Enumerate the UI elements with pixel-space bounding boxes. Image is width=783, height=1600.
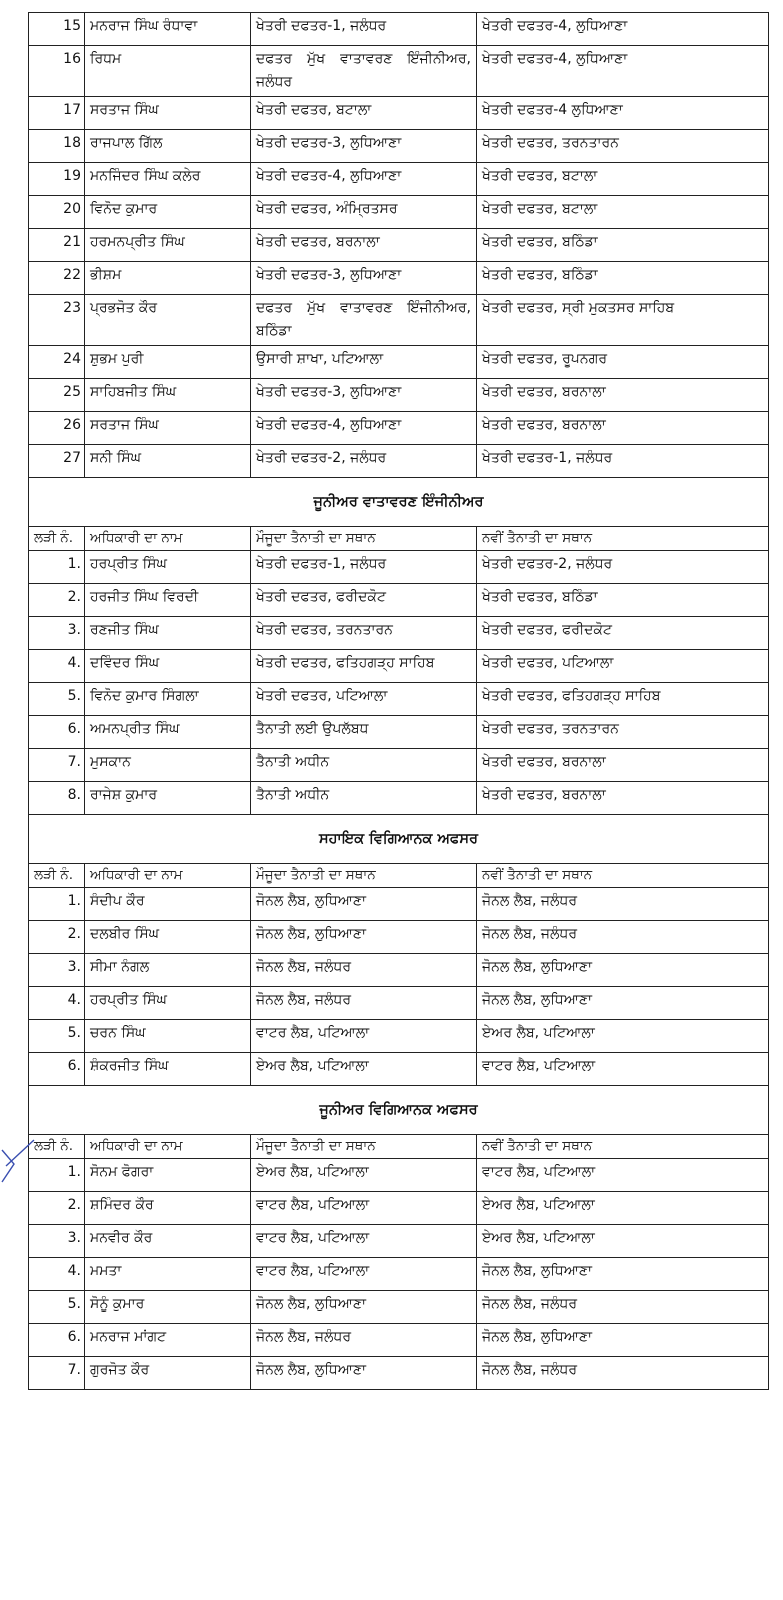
serial-number-cell: 17 (29, 97, 85, 130)
current-posting-cell: ਤੈਨਾਤੀ ਲਈ ਉਪਲੱਬਧ (251, 716, 477, 749)
officer-name-cell: ਸੰਦੀਪ ਕੌਰ (85, 888, 251, 921)
officer-name-cell: ਦਵਿੰਦਰ ਸਿੰਘ (85, 650, 251, 683)
header-row (29, 1135, 769, 1159)
current-posting-cell: ਜੋਨਲ ਲੈਬ, ਲੁਧਿਆਣਾ (251, 888, 477, 921)
table-row (29, 163, 769, 196)
table-row (29, 295, 769, 346)
current-posting-cell: ਏਅਰ ਲੈਬ, ਪਟਿਆਲਾ (251, 1053, 477, 1086)
current-posting-cell: ਵਾਟਰ ਲੈਬ, ਪਟਿਆਲਾ (251, 1020, 477, 1053)
new-posting-cell: ਖੇਤਰੀ ਦਫਤਰ, ਬਠਿੰਡਾ (477, 229, 769, 262)
current-posting-cell: ਖੇਤਰੀ ਦਫਤਰ, ਬਟਾਲਾ (251, 97, 477, 130)
new-posting-cell: ਏਅਰ ਲੈਬ, ਪਟਿਆਲਾ (477, 1192, 769, 1225)
serial-number-cell: 1. (29, 551, 85, 584)
current-posting-cell: ਜੋਨਲ ਲੈਬ, ਜਲੰਧਰ (251, 954, 477, 987)
pen-mark (0, 1120, 40, 1210)
serial-number-cell: 25 (29, 379, 85, 412)
table-row (29, 782, 769, 815)
serial-number-cell: 5. (29, 1291, 85, 1324)
new-posting-cell: ਖੇਤਰੀ ਦਫਤਰ, ਬਰਨਾਲਾ (477, 749, 769, 782)
officer-name-cell: ਮਨਰਾਜ ਸਿੰਘ ਰੰਧਾਵਾ (85, 13, 251, 46)
serial-header: ਲੜੀ ਨੰ. (29, 864, 85, 888)
current-posting-cell: ਖੇਤਰੀ ਦਫਤਰ, ਤਰਨਤਾਰਨ (251, 617, 477, 650)
officer-name-cell: ਸਨੀ ਸਿੰਘ (85, 445, 251, 478)
table-row (29, 584, 769, 617)
officer-name-cell: ਵਿਨੋਦ ਕੁਮਾਰ (85, 196, 251, 229)
officer-name-cell: ਰਾਜੇਸ਼ ਕੁਮਾਰ (85, 782, 251, 815)
serial-number-cell: 20 (29, 196, 85, 229)
serial-header: ਲੜੀ ਨੰ. (29, 527, 85, 551)
section-title: ਜੂਨੀਅਰ ਵਾਤਾਵਰਣ ਇੰਜੀਨੀਅਰ (29, 478, 769, 527)
new-posting-header: ਨਵੀਂ ਤੈਨਾਤੀ ਦਾ ਸਥਾਨ (477, 527, 769, 551)
serial-number-cell: 4. (29, 650, 85, 683)
table-row (29, 1020, 769, 1053)
current-posting-header: ਮੌਜੂਦਾ ਤੈਨਾਤੀ ਦਾ ਸਥਾਨ (251, 527, 477, 551)
officer-name-cell: ਮਨਰਾਜ ਮਾਂਗਟ (85, 1324, 251, 1357)
header-row (29, 864, 769, 888)
officer-name-cell: ਰਾਜਪਾਲ ਗਿੱਲ (85, 130, 251, 163)
officer-name-cell: ਸ਼ੁਭਮ ਪੁਰੀ (85, 346, 251, 379)
serial-number-cell: 3. (29, 1225, 85, 1258)
serial-number-cell: 5. (29, 1020, 85, 1053)
table-row (29, 379, 769, 412)
new-posting-cell: ਜੋਨਲ ਲੈਬ, ਲੁਧਿਆਣਾ (477, 954, 769, 987)
table-row (29, 130, 769, 163)
current-posting-cell: ਏਅਰ ਲੈਬ, ਪਟਿਆਲਾ (251, 1159, 477, 1192)
current-posting-header: ਮੌਜੂਦਾ ਤੈਨਾਤੀ ਦਾ ਸਥਾਨ (251, 1135, 477, 1159)
current-posting-cell: ਤੈਨਾਤੀ ਅਧੀਨ (251, 782, 477, 815)
table-row (29, 46, 769, 97)
new-posting-cell: ਜੋਨਲ ਲੈਬ, ਲੁਧਿਆਣਾ (477, 1258, 769, 1291)
new-posting-cell: ਖੇਤਰੀ ਦਫਤਰ-4, ਲੁਧਿਆਣਾ (477, 46, 769, 97)
section-title-row (29, 478, 769, 527)
officer-name-cell: ਸ਼ੰਕਰਜੀਤ ਸਿੰਘ (85, 1053, 251, 1086)
current-posting-cell: ਖੇਤਰੀ ਦਫਤਰ-4, ਲੁਧਿਆਣਾ (251, 163, 477, 196)
officer-name-cell: ਸਰਤਾਜ ਸਿੰਘ (85, 97, 251, 130)
new-posting-cell: ਖੇਤਰੀ ਦਫਤਰ, ਬਟਾਲਾ (477, 163, 769, 196)
table-row (29, 262, 769, 295)
table-row (29, 229, 769, 262)
serial-number-cell: 3. (29, 617, 85, 650)
officer-name-cell: ਹਰਮਨਪ੍ਰੀਤ ਸਿੰਘ (85, 229, 251, 262)
table-row (29, 749, 769, 782)
table-row (29, 683, 769, 716)
table-row (29, 196, 769, 229)
table-row (29, 1324, 769, 1357)
current-posting-cell: ਖੇਤਰੀ ਦਫਤਰ-3, ਲੁਧਿਆਣਾ (251, 262, 477, 295)
table-row (29, 551, 769, 584)
table-row (29, 1053, 769, 1086)
current-posting-cell: ਜੋਨਲ ਲੈਬ, ਜਲੰਧਰ (251, 1324, 477, 1357)
new-posting-cell: ਖੇਤਰੀ ਦਫਤਰ, ਰੂਪਨਗਰ (477, 346, 769, 379)
transfer-table (28, 12, 769, 1390)
officer-name-cell: ਰਣਜੀਤ ਸਿੰਘ (85, 617, 251, 650)
serial-number-cell: 6. (29, 716, 85, 749)
table-row (29, 1258, 769, 1291)
current-posting-cell: ਖੇਤਰੀ ਦਫਤਰ-3, ਲੁਧਿਆਣਾ (251, 379, 477, 412)
new-posting-cell: ਖੇਤਰੀ ਦਫਤਰ, ਬਠਿੰਡਾ (477, 584, 769, 617)
officer-name-cell: ਚਰਨ ਸਿੰਘ (85, 1020, 251, 1053)
new-posting-cell: ਜੋਨਲ ਲੈਬ, ਲੁਧਿਆਣਾ (477, 1324, 769, 1357)
officer-name-cell: ਮੁਸਕਾਨ (85, 749, 251, 782)
officer-name-cell: ਮਨਜਿੰਦਰ ਸਿੰਘ ਕਲੇਰ (85, 163, 251, 196)
section-title-row (29, 815, 769, 864)
current-posting-cell: ਵਾਟਰ ਲੈਬ, ਪਟਿਆਲਾ (251, 1192, 477, 1225)
serial-number-cell: 2. (29, 1192, 85, 1225)
serial-number-cell: 16 (29, 46, 85, 97)
current-posting-cell: ਖੇਤਰੀ ਦਫਤਰ, ਬਰਨਾਲਾ (251, 229, 477, 262)
serial-number-cell: 22 (29, 262, 85, 295)
serial-number-cell: 18 (29, 130, 85, 163)
serial-number-cell: 1. (29, 888, 85, 921)
serial-number-cell: 27 (29, 445, 85, 478)
header-row (29, 527, 769, 551)
section-title: ਜੂਨੀਅਰ ਵਿਗਿਆਨਕ ਅਫਸਰ (29, 1086, 769, 1135)
table-row (29, 954, 769, 987)
table-row (29, 716, 769, 749)
new-posting-cell: ਖੇਤਰੀ ਦਫਤਰ-4 ਲੁਧਿਆਣਾ (477, 97, 769, 130)
table-row (29, 1225, 769, 1258)
officer-name-cell: ਸੋਨੂੰ ਕੁਮਾਰ (85, 1291, 251, 1324)
table-row (29, 13, 769, 46)
new-posting-cell: ਏਅਰ ਲੈਬ, ਪਟਿਆਲਾ (477, 1020, 769, 1053)
serial-number-cell: 3. (29, 954, 85, 987)
new-posting-header: ਨਵੀਂ ਤੈਨਾਤੀ ਦਾ ਸਥਾਨ (477, 864, 769, 888)
new-posting-cell: ਖੇਤਰੀ ਦਫਤਰ, ਸ੍ਰੀ ਮੁਕਤਸਰ ਸਾਹਿਬ (477, 295, 769, 346)
new-posting-cell: ਖੇਤਰੀ ਦਫਤਰ, ਫਰੀਦਕੋਟ (477, 617, 769, 650)
current-posting-cell: ਖੇਤਰੀ ਦਫਤਰ-1, ਜਲੰਧਰ (251, 13, 477, 46)
new-posting-cell: ਖੇਤਰੀ ਦਫਤਰ-2, ਜਲੰਧਰ (477, 551, 769, 584)
table-row (29, 1357, 769, 1390)
officer-name-header: ਅਧਿਕਾਰੀ ਦਾ ਨਾਮ (85, 864, 251, 888)
officer-name-cell: ਮਮਤਾ (85, 1258, 251, 1291)
serial-number-cell: 24 (29, 346, 85, 379)
current-posting-cell: ਖੇਤਰੀ ਦਫਤਰ-3, ਲੁਧਿਆਣਾ (251, 130, 477, 163)
current-posting-cell: ਖੇਤਰੀ ਦਫਤਰ, ਪਟਿਆਲਾ (251, 683, 477, 716)
officer-name-header: ਅਧਿਕਾਰੀ ਦਾ ਨਾਮ (85, 527, 251, 551)
new-posting-cell: ਏਅਰ ਲੈਬ, ਪਟਿਆਲਾ (477, 1225, 769, 1258)
current-posting-cell: ਦਫਤਰ ਮੁੱਖ ਵਾਤਾਵਰਣ ਇੰਜੀਨੀਅਰ, ਬਠਿੰਡਾ (251, 295, 477, 346)
transfer-table-body (29, 13, 769, 1390)
serial-number-cell: 7. (29, 749, 85, 782)
serial-number-cell: 26 (29, 412, 85, 445)
serial-number-cell: 4. (29, 1258, 85, 1291)
table-row (29, 921, 769, 954)
new-posting-cell: ਖੇਤਰੀ ਦਫਤਰ, ਬਠਿੰਡਾ (477, 262, 769, 295)
new-posting-cell: ਵਾਟਰ ਲੈਬ, ਪਟਿਆਲਾ (477, 1053, 769, 1086)
posting-document (28, 12, 768, 1390)
current-posting-cell: ਖੇਤਰੀ ਦਫਤਰ-2, ਜਲੰਧਰ (251, 445, 477, 478)
table-row (29, 650, 769, 683)
serial-number-cell: 23 (29, 295, 85, 346)
current-posting-cell: ਖੇਤਰੀ ਦਫਤਰ, ਅੰਮ੍ਰਿਤਸਰ (251, 196, 477, 229)
new-posting-cell: ਜੋਨਲ ਲੈਬ, ਜਲੰਧਰ (477, 1291, 769, 1324)
current-posting-cell: ਜੋਨਲ ਲੈਬ, ਲੁਧਿਆਣਾ (251, 1291, 477, 1324)
current-posting-cell: ਖੇਤਰੀ ਦਫਤਰ, ਫਰੀਦਕੋਟ (251, 584, 477, 617)
new-posting-cell: ਜੋਨਲ ਲੈਬ, ਲੁਧਿਆਣਾ (477, 987, 769, 1020)
serial-number-cell: 4. (29, 987, 85, 1020)
new-posting-cell: ਖੇਤਰੀ ਦਫਤਰ-4, ਲੁਧਿਆਣਾ (477, 13, 769, 46)
new-posting-cell: ਖੇਤਰੀ ਦਫਤਰ-1, ਜਲੰਧਰ (477, 445, 769, 478)
current-posting-cell: ਵਾਟਰ ਲੈਬ, ਪਟਿਆਲਾ (251, 1258, 477, 1291)
table-row (29, 1192, 769, 1225)
serial-number-cell: 8. (29, 782, 85, 815)
current-posting-cell: ਜੋਨਲ ਲੈਬ, ਜਲੰਧਰ (251, 987, 477, 1020)
new-posting-cell: ਖੇਤਰੀ ਦਫਤਰ, ਬਰਨਾਲਾ (477, 412, 769, 445)
serial-header: ਲੜੀ ਨੰ. (29, 1135, 85, 1159)
officer-name-cell: ਗੁਰਜੋਤ ਕੌਰ (85, 1357, 251, 1390)
current-posting-cell: ਦਫਤਰ ਮੁੱਖ ਵਾਤਾਵਰਣ ਇੰਜੀਨੀਅਰ, ਜਲੰਧਰ (251, 46, 477, 97)
current-posting-cell: ਖੇਤਰੀ ਦਫਤਰ, ਫਤਿਹਗੜ੍ਹ ਸਾਹਿਬ (251, 650, 477, 683)
officer-name-header: ਅਧਿਕਾਰੀ ਦਾ ਨਾਮ (85, 1135, 251, 1159)
serial-number-cell: 21 (29, 229, 85, 262)
current-posting-cell: ਜੋਨਲ ਲੈਬ, ਲੁਧਿਆਣਾ (251, 921, 477, 954)
officer-name-cell: ਮਨਵੀਰ ਕੌਰ (85, 1225, 251, 1258)
new-posting-cell: ਖੇਤਰੀ ਦਫਤਰ, ਤਰਨਤਾਰਨ (477, 130, 769, 163)
new-posting-cell: ਖੇਤਰੀ ਦਫਤਰ, ਪਟਿਆਲਾ (477, 650, 769, 683)
serial-number-cell: 7. (29, 1357, 85, 1390)
serial-number-cell: 5. (29, 683, 85, 716)
officer-name-cell: ਹਰਜੀਤ ਸਿੰਘ ਵਿਰਦੀ (85, 584, 251, 617)
table-row (29, 1291, 769, 1324)
new-posting-cell: ਖੇਤਰੀ ਦਫਤਰ, ਬਰਨਾਲਾ (477, 782, 769, 815)
table-row (29, 888, 769, 921)
serial-number-cell: 15 (29, 13, 85, 46)
officer-name-cell: ਹਰਪ੍ਰੀਤ ਸਿੰਘ (85, 987, 251, 1020)
table-row (29, 346, 769, 379)
serial-number-cell: 6. (29, 1324, 85, 1357)
new-posting-cell: ਵਾਟਰ ਲੈਬ, ਪਟਿਆਲਾ (477, 1159, 769, 1192)
new-posting-cell: ਖੇਤਰੀ ਦਫਤਰ, ਫਤਿਹਗੜ੍ਹ ਸਾਹਿਬ (477, 683, 769, 716)
officer-name-cell: ਸਾਹਿਬਜੀਤ ਸਿੰਘ (85, 379, 251, 412)
new-posting-cell: ਜੋਨਲ ਲੈਬ, ਜਲੰਧਰ (477, 888, 769, 921)
officer-name-cell: ਰਿਧਮ (85, 46, 251, 97)
new-posting-cell: ਖੇਤਰੀ ਦਫਤਰ, ਤਰਨਤਾਰਨ (477, 716, 769, 749)
new-posting-cell: ਖੇਤਰੀ ਦਫਤਰ, ਬਟਾਲਾ (477, 196, 769, 229)
serial-number-cell: 19 (29, 163, 85, 196)
current-posting-cell: ਜੋਨਲ ਲੈਬ, ਲੁਧਿਆਣਾ (251, 1357, 477, 1390)
serial-number-cell: 2. (29, 584, 85, 617)
current-posting-header: ਮੌਜੂਦਾ ਤੈਨਾਤੀ ਦਾ ਸਥਾਨ (251, 864, 477, 888)
officer-name-cell: ਸਰਤਾਜ ਸਿੰਘ (85, 412, 251, 445)
officer-name-cell: ਭੀਸ਼ਮ (85, 262, 251, 295)
serial-number-cell: 6. (29, 1053, 85, 1086)
table-row (29, 987, 769, 1020)
table-row (29, 617, 769, 650)
table-row (29, 412, 769, 445)
officer-name-cell: ਵਿਨੋਦ ਕੁਮਾਰ ਸਿੰਗਲਾ (85, 683, 251, 716)
current-posting-cell: ਤੈਨਾਤੀ ਅਧੀਨ (251, 749, 477, 782)
table-row (29, 97, 769, 130)
officer-name-cell: ਸੀਮਾ ਨੰਗਲ (85, 954, 251, 987)
serial-number-cell: 1. (29, 1159, 85, 1192)
table-row (29, 1159, 769, 1192)
section-title: ਸਹਾਇਕ ਵਿਗਿਆਨਕ ਅਫਸਰ (29, 815, 769, 864)
current-posting-cell: ਉਸਾਰੀ ਸ਼ਾਖਾ, ਪਟਿਆਲਾ (251, 346, 477, 379)
officer-name-cell: ਦਲਬੀਰ ਸਿੰਘ (85, 921, 251, 954)
current-posting-cell: ਖੇਤਰੀ ਦਫਤਰ-1, ਜਲੰਧਰ (251, 551, 477, 584)
current-posting-cell: ਖੇਤਰੀ ਦਫਤਰ-4, ਲੁਧਿਆਣਾ (251, 412, 477, 445)
new-posting-cell: ਖੇਤਰੀ ਦਫਤਰ, ਬਰਨਾਲਾ (477, 379, 769, 412)
officer-name-cell: ਅਮਨਪ੍ਰੀਤ ਸਿੰਘ (85, 716, 251, 749)
officer-name-cell: ਸ਼ਮਿੰਦਰ ਕੌਰ (85, 1192, 251, 1225)
new-posting-cell: ਜੋਨਲ ਲੈਬ, ਜਲੰਧਰ (477, 921, 769, 954)
new-posting-cell: ਜੋਨਲ ਲੈਬ, ਜਲੰਧਰ (477, 1357, 769, 1390)
table-row (29, 445, 769, 478)
current-posting-cell: ਵਾਟਰ ਲੈਬ, ਪਟਿਆਲਾ (251, 1225, 477, 1258)
officer-name-cell: ਹਰਪ੍ਰੀਤ ਸਿੰਘ (85, 551, 251, 584)
section-title-row (29, 1086, 769, 1135)
new-posting-header: ਨਵੀਂ ਤੈਨਾਤੀ ਦਾ ਸਥਾਨ (477, 1135, 769, 1159)
officer-name-cell: ਸੋਨਮ ਫੋਗਰਾ (85, 1159, 251, 1192)
officer-name-cell: ਪ੍ਰਭਜੋਤ ਕੌਰ (85, 295, 251, 346)
serial-number-cell: 2. (29, 921, 85, 954)
